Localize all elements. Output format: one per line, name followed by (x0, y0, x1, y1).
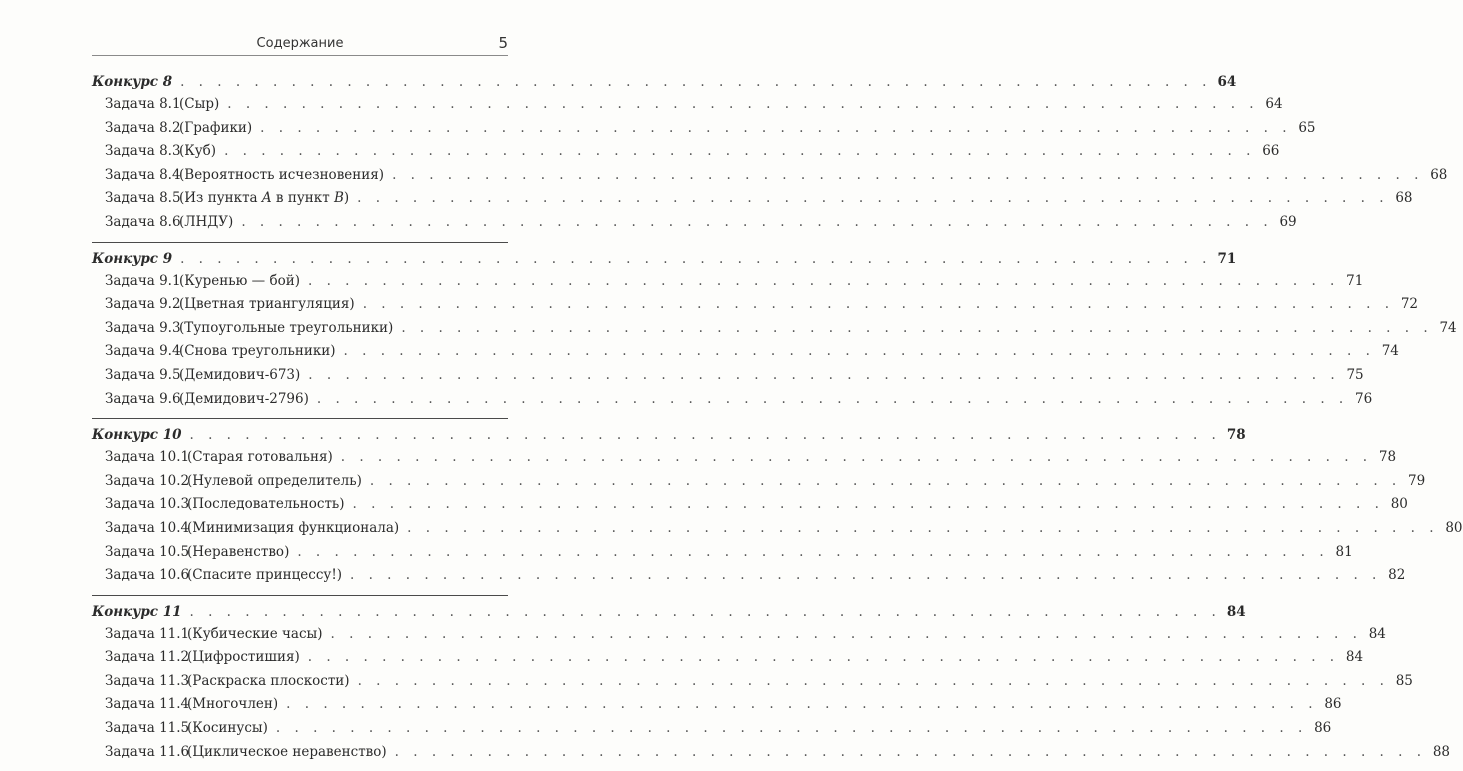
task-number: Задача 8.6 (105, 213, 181, 230)
leader-dots: . . . . . . . . . . . . . . . . . . . . . . . . . . . . . . . . . . . . . . . . . . . . . . . . . . . . . . . . (357, 672, 1389, 689)
task-title: (Минимизация функционала) (187, 519, 400, 536)
task-label (105, 391, 309, 407)
leader-dots: . . . . . . . . . . . . . . . . . . . . . . . . . . . . . . . . . . . . . . . . . . . . . . . . . . . . . . . . (357, 190, 1389, 207)
toc-section (92, 242, 1457, 419)
task-number: Задача 9.6 (105, 390, 181, 407)
task-label (105, 720, 268, 736)
task-label (105, 496, 345, 512)
task-page: 74 (1439, 319, 1457, 336)
task-page: 79 (1408, 472, 1426, 489)
toc-task-entry[interactable] (92, 449, 1397, 473)
task-number: Задача 8.3 (105, 143, 181, 160)
task-label (105, 696, 278, 712)
task-title: (Неравенство) (187, 543, 290, 560)
toc-task-entry[interactable] (92, 366, 1364, 391)
contest-title: Конкурс 11 (92, 603, 182, 620)
task-label (105, 626, 323, 642)
toc-task-entry[interactable] (92, 672, 1413, 697)
toc-section (92, 70, 1448, 242)
task-label (105, 96, 219, 112)
task-page: 69 (1279, 213, 1297, 230)
task-number: Задача 10.3 (105, 496, 190, 513)
toc-section (92, 595, 1451, 771)
task-label (105, 120, 252, 136)
task-label (105, 544, 289, 560)
toc-task-entry[interactable] (92, 649, 1364, 673)
leader-dots: . . . . . . . . . . . . . . . . . . . . . . . . . . . . . . . . . . . . . . . . . . . . . . . . . . . . . . . . (350, 567, 1382, 584)
task-page: 65 (1298, 119, 1316, 136)
task-title: (Куренью — бой) (179, 272, 300, 289)
page-number: 5 (498, 34, 508, 52)
leader-dots: . . . . . . . . . . . . . . . . . . . . . . . . . . . . . . . . . . . . . . . . . . . . . . . . . . . . . . . . (340, 449, 1373, 466)
task-number: Задача 9.2 (105, 296, 181, 313)
toc-task-entry[interactable] (92, 213, 1297, 238)
task-page: 86 (1314, 720, 1332, 737)
leader-dots: . . . . . . . . . . . . . . . . . . . . . . . . . . . . . . . . . . . . . . . . . . . . . . . . . . . . . . . . (297, 543, 1329, 560)
toc-task-entry[interactable] (92, 567, 1406, 591)
task-title: (Вероятность исчезновения) (179, 166, 385, 183)
task-label (105, 296, 355, 312)
toc-task-entry[interactable] (92, 272, 1364, 297)
task-title: (Из пункта A в пункт B) (179, 190, 350, 207)
leader-dots: . . . . . . . . . . . . . . . . . . . . . . . . . . . . . . . . . . . . . . . . . . . . . . . . . . . . . . . . (352, 496, 1384, 513)
task-number: Задача 11.3 (105, 672, 190, 689)
task-page: 68 (1430, 166, 1448, 183)
task-number: Задача 11.2 (105, 649, 190, 666)
leader-dots: . . . . . . . . . . . . . . . . . . . . . . . . . . . . . . . . . . . . . . . . . . . . . . . . . . . . . . . . (307, 649, 1340, 666)
toc-task-entry[interactable] (92, 519, 1463, 544)
task-label (105, 190, 349, 206)
toc-task-entry[interactable] (92, 296, 1419, 320)
task-label (105, 520, 399, 536)
leader-dots: . . . . . . . . . . . . . . . . . . . . . . . . . . . . . . . . . . . . . . . . . . . . . . . . . . . . . . . . (392, 166, 1424, 183)
contest-page: 71 (1217, 250, 1237, 267)
leader-dots: . . . . . . . . . . . . . . . . . . . . . . . . . . . . . . . . . . . . . . . . . . . . . . . . . . . . . . . . (308, 366, 1340, 383)
task-label (105, 167, 384, 183)
task-number: Задача 11.5 (105, 720, 190, 737)
table-of-contents (92, 70, 1463, 771)
task-label (105, 214, 233, 230)
task-page: 88 (1432, 743, 1451, 760)
leader-dots: . . . . . . . . . . . . . . . . . . . . . . . . . . . . . . . . . . . . . . . . . . . . . . . . . . . . . . . . (369, 472, 1402, 489)
task-title: (Цветная триангуляция) (179, 296, 355, 313)
toc-task-entry[interactable] (92, 319, 1457, 344)
task-label (105, 567, 342, 583)
task-number: Задача 10.4 (105, 519, 190, 536)
contest-title: Конкурс 8 (92, 74, 173, 90)
task-number: Задача 9.4 (105, 343, 181, 360)
task-number: Задача 9.3 (105, 319, 181, 336)
leader-dots: . . . . . . . . . . . . . . . . . . . . . . . . . . . . . . . . . . . . . . . . . . . . . . . . . . . . . . . . (227, 96, 1259, 112)
task-title: (Снова треугольники) (179, 343, 336, 360)
toc-task-entry[interactable] (92, 625, 1386, 650)
contest-page: 84 (1226, 603, 1246, 620)
toc-task-entry[interactable] (92, 96, 1283, 120)
leader-dots: . . . . . . . . . . . . . . . . . . . . . . . . . . . . . . . . . . . . . . . . . . . . . . . . . . . . . . . . (224, 143, 1256, 160)
task-title: (Нулевой определитель) (187, 472, 362, 489)
task-label (105, 449, 333, 465)
task-title: (Последовательность) (187, 496, 345, 513)
toc-contest-entry[interactable] (92, 250, 1237, 273)
toc-task-entry[interactable] (92, 696, 1342, 720)
contest-title: Конкурс 10 (92, 427, 182, 444)
toc-task-entry[interactable] (92, 143, 1280, 167)
task-label (105, 367, 300, 383)
task-number: Задача 8.1 (105, 96, 181, 112)
task-title: (Косинусы) (187, 720, 268, 737)
task-title: (Тупоугольные треугольники) (179, 319, 394, 336)
toc-task-entry[interactable] (92, 190, 1413, 214)
leader-dots: . . . . . . . . . . . . . . . . . . . . . . . . . . . . . . . . . . . . . . . . . . . . . . . . . . . . . . . . (260, 119, 1292, 136)
task-title: (Графики) (179, 119, 253, 136)
page-header (92, 34, 508, 56)
toc-contest-entry[interactable] (92, 603, 1246, 626)
leader-dots: . . . . . . . . . . . . . . . . . . . . . . . . . . . . . . . . . . . . . . . . . . . . . . . . . . . . . . . . (394, 743, 1427, 760)
task-page: 81 (1335, 543, 1353, 560)
task-number: Задача 10.1 (105, 449, 190, 466)
contest-page: 78 (1226, 427, 1246, 444)
task-page: 86 (1324, 696, 1342, 713)
task-page: 84 (1368, 625, 1386, 642)
task-title: (ЛНДУ) (179, 213, 234, 230)
toc-section (92, 418, 1463, 595)
task-page: 84 (1345, 649, 1364, 666)
toc-contest-entry[interactable] (92, 74, 1237, 96)
task-page: 78 (1378, 449, 1397, 466)
leader-dots: . . . . . . . . . . . . . . . . . . . . . . . . . . . . . . . . . . . . . . . . . . . . . . . . . . . . . . . . (241, 213, 1273, 230)
leader-dots: . . . . . . . . . . . . . . . . . . . . . . . . . . . . . . . . . . . . . . . . . . . . . . . . . . . . . . . . (308, 272, 1340, 289)
task-title: (Спасите принцессу!) (187, 567, 343, 584)
task-page: 76 (1355, 390, 1373, 407)
leader-dots: . . . . . . . . . . . . . . . . . . . . . . . . . . . . . . . . . . . . . . . . . . . . . . . . . . . . . . . . (180, 74, 1212, 90)
toc-contest-entry[interactable] (92, 427, 1246, 449)
toc-task-entry[interactable] (92, 743, 1451, 768)
task-page: 68 (1395, 190, 1413, 207)
task-number: Задача 10.6 (105, 567, 190, 584)
task-page: 82 (1388, 567, 1406, 584)
header-divider (92, 55, 508, 56)
task-page: 80 (1390, 496, 1408, 513)
task-number: Задача 8.2 (105, 119, 181, 136)
toc-task-entry[interactable] (92, 472, 1426, 497)
task-page: 66 (1262, 143, 1280, 160)
task-label (105, 343, 336, 359)
task-label (105, 744, 387, 760)
task-number: Задача 8.4 (105, 166, 181, 183)
task-page: 72 (1400, 296, 1419, 313)
toc-task-entry[interactable] (92, 343, 1399, 367)
task-page: 85 (1395, 672, 1413, 689)
task-page: 74 (1381, 343, 1399, 360)
leader-dots: . . . . . . . . . . . . . . . . . . . . . . . . . . . . . . . . . . . . . . . . . . . . . . . . . . . . . . . . (407, 519, 1439, 536)
task-title: (Раскраска плоскости) (187, 672, 350, 689)
leader-dots: . . . . . . . . . . . . . . . . . . . . . . . . . . . . . . . . . . . . . . . . . . . . . . . . . . . . . . . . (343, 343, 1375, 360)
leader-dots: . . . . . . . . . . . . . . . . . . . . . . . . . . . . . . . . . . . . . . . . . . . . . . . . . . . . . . . . (189, 603, 1221, 620)
task-title: (Циклическое неравенство) (187, 743, 387, 760)
task-label (105, 649, 300, 665)
task-page: 80 (1445, 519, 1463, 536)
task-title: (Многочлен) (187, 696, 279, 713)
task-page: 75 (1346, 366, 1364, 383)
toc-task-entry[interactable] (92, 496, 1408, 520)
leader-dots: . . . . . . . . . . . . . . . . . . . . . . . . . . . . . . . . . . . . . . . . . . . . . . . . . . . . . . . . (401, 319, 1433, 336)
leader-dots: . . . . . . . . . . . . . . . . . . . . . . . . . . . . . . . . . . . . . . . . . . . . . . . . . . . . . . . . (330, 625, 1362, 642)
toc-task-entry[interactable] (92, 119, 1316, 144)
leader-dots: . . . . . . . . . . . . . . . . . . . . . . . . . . . . . . . . . . . . . . . . . . . . . . . . . . . . . . . . (275, 720, 1308, 737)
task-number: Задача 11.6 (105, 743, 190, 760)
running-title: Содержание (256, 36, 344, 51)
toc-task-entry[interactable] (92, 390, 1373, 415)
task-title: (Сыр) (179, 96, 220, 112)
task-label (105, 320, 393, 336)
task-label (105, 143, 216, 159)
leader-dots: . . . . . . . . . . . . . . . . . . . . . . . . . . . . . . . . . . . . . . . . . . . . . . . . . . . . . . . . (316, 390, 1349, 407)
task-number: Задача 10.2 (105, 472, 190, 489)
task-label (105, 473, 362, 489)
task-title: (Кубические часы) (187, 625, 323, 642)
leader-dots: . . . . . . . . . . . . . . . . . . . . . . . . . . . . . . . . . . . . . . . . . . . . . . . . . . . . . . . . (189, 427, 1221, 444)
task-title: (Куб) (179, 143, 217, 160)
task-number: Задача 11.4 (105, 696, 190, 713)
task-title: (Демидович-673) (179, 366, 301, 383)
leader-dots: . . . . . . . . . . . . . . . . . . . . . . . . . . . . . . . . . . . . . . . . . . . . . . . . . . . . . . . . (362, 296, 1395, 313)
task-number: Задача 11.1 (105, 625, 190, 642)
task-number: Задача 10.5 (105, 543, 190, 560)
toc-task-entry[interactable] (92, 543, 1353, 568)
task-label (105, 673, 350, 689)
task-page: 64 (1265, 96, 1283, 112)
toc-task-entry[interactable] (92, 720, 1332, 744)
toc-task-entry[interactable] (92, 166, 1448, 191)
task-title: (Демидович-2796) (179, 390, 309, 407)
task-number: Задача 9.1 (105, 272, 181, 289)
task-page: 71 (1346, 272, 1364, 289)
task-number: Задача 9.5 (105, 366, 181, 383)
task-label (105, 273, 300, 289)
task-number: Задача 8.5 (105, 190, 181, 207)
contest-page: 64 (1217, 74, 1237, 90)
contest-title: Конкурс 9 (92, 250, 173, 267)
task-title: (Цифростишия) (187, 649, 300, 666)
task-title: (Старая готовальня) (187, 449, 333, 466)
leader-dots: . . . . . . . . . . . . . . . . . . . . . . . . . . . . . . . . . . . . . . . . . . . . . . . . . . . . . . . . (180, 250, 1212, 267)
leader-dots: . . . . . . . . . . . . . . . . . . . . . . . . . . . . . . . . . . . . . . . . . . . . . . . . . . . . . . . . (286, 696, 1318, 713)
